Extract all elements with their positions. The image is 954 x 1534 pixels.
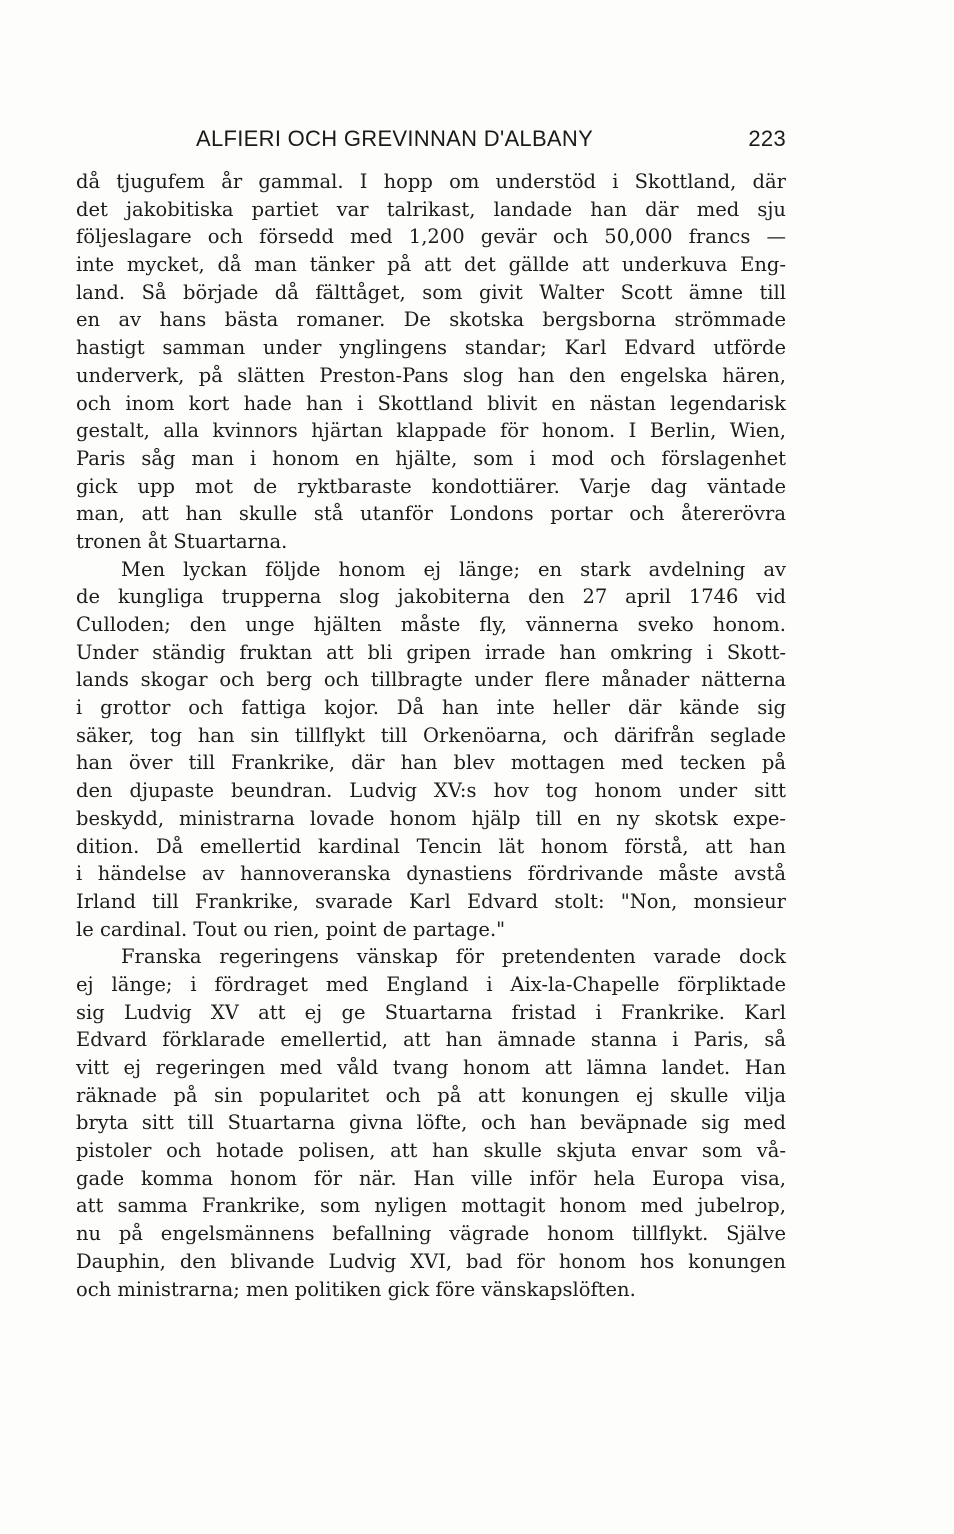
text-line: man, att han skulle stå utanför Londons portar och återerövra <box>76 502 786 526</box>
text-line: pistoler och hotade polisen, att han skulle skjuta envar som vå- <box>76 1139 786 1163</box>
text-line: och inom kort hade han i Skottland blivit en nästan legendarisk <box>76 391 786 415</box>
text-line: säker, tog han sin tillflykt till Orkenöarna, och därifrån seglade <box>76 723 786 747</box>
text-line: Dauphin, den blivande Ludvig XVI, bad för honom hos konungen <box>76 1249 786 1273</box>
text-line: nu på engelsmännens befallning vägrade honom tillflykt. Själve <box>76 1222 786 1246</box>
text-line: hastigt samman under ynglingens standar; Karl Edvard utförde <box>76 336 786 360</box>
body-text <box>76 168 786 1303</box>
text-line: bryta sitt till Stuartarna givna löfte, och han beväpnade sig med <box>76 1111 786 1135</box>
running-head <box>78 126 786 156</box>
text-line: det jakobitiska partiet var talrikast, landade han där med sju <box>76 197 786 221</box>
text-line: han över till Frankrike, där han blev mottagen med tecken på <box>76 751 786 775</box>
text-line: då tjugufem år gammal. I hopp om understöd i Skottland, där <box>76 170 786 193</box>
text-line: vitt ej regeringen med våld tvang honom att lämna landet. Han <box>76 1056 786 1079</box>
text-line: gade komma honom för när. Han ville inför hela Europa visa, <box>76 1166 786 1190</box>
text-line: lands skogar och berg och tillbragte under flere månader nätterna <box>76 668 786 692</box>
text-line: beskydd, ministrarna lovade honom hjälp till en ny skotsk expe- <box>76 806 786 830</box>
text-line: Irland till Frankrike, svarade Karl Edvard stolt: "Non, monsieur <box>76 889 786 913</box>
text-line: Men lyckan följde honom ej länge; en stark avdelning av <box>121 557 786 581</box>
paragraph <box>76 556 786 944</box>
text-line: de kungliga trupperna slog jakobiterna den 27 april 1746 vid <box>76 585 786 609</box>
paragraph <box>76 168 786 556</box>
text-line: ej länge; i fördraget med England i Aix-la-Chapelle förpliktade <box>76 972 786 996</box>
text-line: Edvard förklarade emellertid, att han ämnade stanna i Paris, så <box>76 1028 786 1052</box>
text-line: Under ständig fruktan att bli gripen irrade han omkring i Skott- <box>76 640 786 664</box>
text-line: sig Ludvig XV att ej ge Stuartarna fristad i Frankrike. Karl <box>76 1000 786 1024</box>
text-line: Culloden; den unge hjälten måste fly, vännerna sveko honom. <box>76 613 786 636</box>
text-line: räknade på sin popularitet och på att konungen ej skulle vilja <box>76 1083 786 1107</box>
text-line: le cardinal. Tout ou rien, point de partage." <box>76 917 506 941</box>
text-line: underverk, på slätten Preston-Pans slog han den engelska hären, <box>76 363 786 387</box>
text-line: i grottor och fattiga kojor. Då han inte heller där kände sig <box>76 696 786 720</box>
text-line: en av hans bästa romaner. De skotska bergsborna strömmade <box>76 308 786 332</box>
text-line: tronen åt Stuartarna. <box>76 529 288 553</box>
text-line: följeslagare och försedd med 1,200 gevär och 50,000 francs — <box>76 225 786 249</box>
text-line: och ministrarna; men politiken gick före vänskapslöften. <box>76 1277 636 1301</box>
text-line: Franska regeringens vänskap för pretendenten varade dock <box>121 945 786 969</box>
page-number: 223 <box>748 126 786 151</box>
text-line: dition. Då emellertid kardinal Tencin lät honom förstå, att han <box>76 834 786 858</box>
text-line: den djupaste beundran. Ludvig XV:s hov tog honom under sitt <box>76 779 786 803</box>
text-line: land. Så började då fälttåget, som givit Walter Scott ämne till <box>76 280 786 304</box>
paragraph <box>76 943 786 1303</box>
text-line: inte mycket, då man tänker på att det gällde att underkuva Eng- <box>76 253 786 277</box>
text-line: gestalt, alla kvinnors hjärtan klappade för honom. I Berlin, Wien, <box>76 419 786 443</box>
text-line: gick upp mot de ryktbaraste kondottiärer. Varje dag väntade <box>76 474 786 498</box>
text-line: i händelse av hannoveranska dynastiens fördrivande måste avstå <box>76 862 786 886</box>
text-line: att samma Frankrike, som nyligen mottagit honom med jubelrop, <box>76 1194 786 1218</box>
chapter-title: ALFIERI OCH GREVINNAN D'ALBANY <box>196 126 594 151</box>
text-line: Paris såg man i honom en hjälte, som i mod och förslagenhet <box>76 446 786 470</box>
